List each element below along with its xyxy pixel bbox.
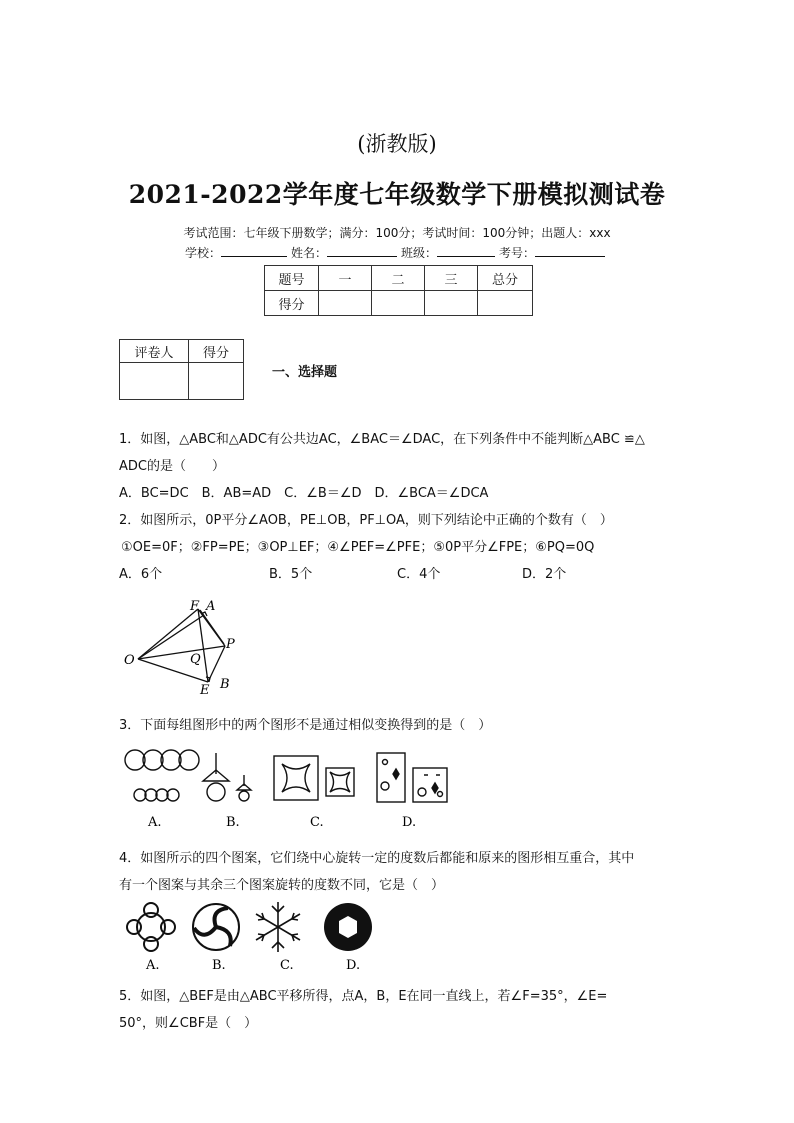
- score-cell: 总分: [478, 266, 533, 291]
- q2-line2: ①OE=0F；②FP=PE；③OP⊥EF；④∠PEF=∠PFE；⑤0P平分∠FPE；⑥PQ=0Q: [121, 540, 595, 555]
- label-O: O: [124, 653, 135, 668]
- score-cell: 题号: [265, 266, 319, 291]
- grader-table: [119, 339, 244, 400]
- school-label: 学校：: [184, 246, 221, 260]
- exam-number-label: 考号：: [499, 246, 536, 260]
- score-cell: 一: [319, 266, 372, 291]
- label-F: F: [190, 599, 200, 614]
- score-empty-cell[interactable]: [425, 291, 478, 316]
- label-E: E: [200, 683, 210, 698]
- exam-info: 考试范围：七年级下册数学；满分：100分；考试时间：100分钟；出题人：xxx: [183, 226, 611, 240]
- q5-line2: 50°，则∠CBF是（ ）: [119, 1016, 258, 1031]
- q3-figures: [118, 744, 458, 834]
- q4-line1: 4．如图所示的四个图案，它们绕中心旋转一定的度数后都能和原来的图形相互重合，其中: [119, 851, 635, 866]
- grader-empty-cell[interactable]: [120, 363, 189, 400]
- q4-label-a: A.: [146, 958, 160, 973]
- q1-options: A．BC=DC B．AB=AD C．∠B＝∠D D．∠BCA＝∠DCA: [119, 486, 489, 501]
- q1-line1: 1．如图，△ABC和△ADC有公共边AC，∠BAC＝∠DAC，在下列条件中不能判断△ABC ≌△: [119, 432, 645, 447]
- q2-line1: 2．如图所示，0P平分∠AOB，PE⊥OB，PF⊥OA，则下列结论中正确的个数有（ ）: [119, 513, 613, 528]
- score-table: [264, 265, 533, 316]
- label-B: B: [220, 677, 230, 692]
- grader-score-header: 得分: [189, 340, 244, 363]
- name-blank[interactable]: [327, 244, 397, 257]
- q2-option-d: D．2个: [522, 567, 567, 582]
- q3-line1: 3．下面每组图形中的两个图形不是通过相似变换得到的是（ ）: [119, 718, 492, 733]
- label-P: P: [226, 637, 235, 652]
- class-blank[interactable]: [437, 244, 495, 257]
- q2-option-a: A．6个: [119, 567, 163, 582]
- q4-label-d: D.: [346, 958, 361, 973]
- q3-label-a: A.: [148, 815, 162, 830]
- score-empty-cell[interactable]: [478, 291, 533, 316]
- score-cell: 三: [425, 266, 478, 291]
- grader-header: 评卷人: [120, 340, 189, 363]
- q5-line1: 5．如图，△BEF是由△ABC平移所得，点A，B，E在同一直线上，若∠F=35°，∠E=: [119, 989, 608, 1004]
- student-fields: [0, 244, 794, 261]
- q2-geometry-figure: [120, 596, 250, 698]
- q4-label-b: B.: [212, 958, 226, 973]
- label-A: A: [206, 599, 216, 614]
- exam-number-blank[interactable]: [535, 244, 605, 257]
- score-empty-cell[interactable]: [319, 291, 372, 316]
- q3-label-d: D.: [402, 815, 417, 830]
- q4-figures: [118, 896, 378, 976]
- q4-label-c: C.: [280, 958, 294, 973]
- q1-line2: ADC的是（ ）: [119, 459, 225, 474]
- score-table-header-row: [265, 266, 533, 291]
- score-cell: 得分: [265, 291, 319, 316]
- q3-label-c: C.: [310, 815, 324, 830]
- school-blank[interactable]: [221, 244, 287, 257]
- label-Q: Q: [190, 652, 201, 667]
- q2-option-b: B．5个: [269, 567, 313, 582]
- q2-option-c: C．4个: [397, 567, 441, 582]
- score-cell: 二: [372, 266, 425, 291]
- score-empty-cell[interactable]: [372, 291, 425, 316]
- section-title: 一、选择题: [272, 365, 338, 380]
- q3-label-b: B.: [226, 815, 240, 830]
- exam-title: 2021-2022学年度七年级数学下册模拟测试卷: [128, 180, 666, 209]
- name-label: 姓名：: [290, 246, 327, 260]
- class-label: 班级：: [401, 246, 438, 260]
- q4-line2: 有一个图案与其余三个图案旋转的度数不同，它是（ ）: [119, 878, 445, 893]
- exam-subtitle: (浙教版): [357, 132, 437, 156]
- grader-empty-cell[interactable]: [189, 363, 244, 400]
- score-table-score-row: [265, 291, 533, 316]
